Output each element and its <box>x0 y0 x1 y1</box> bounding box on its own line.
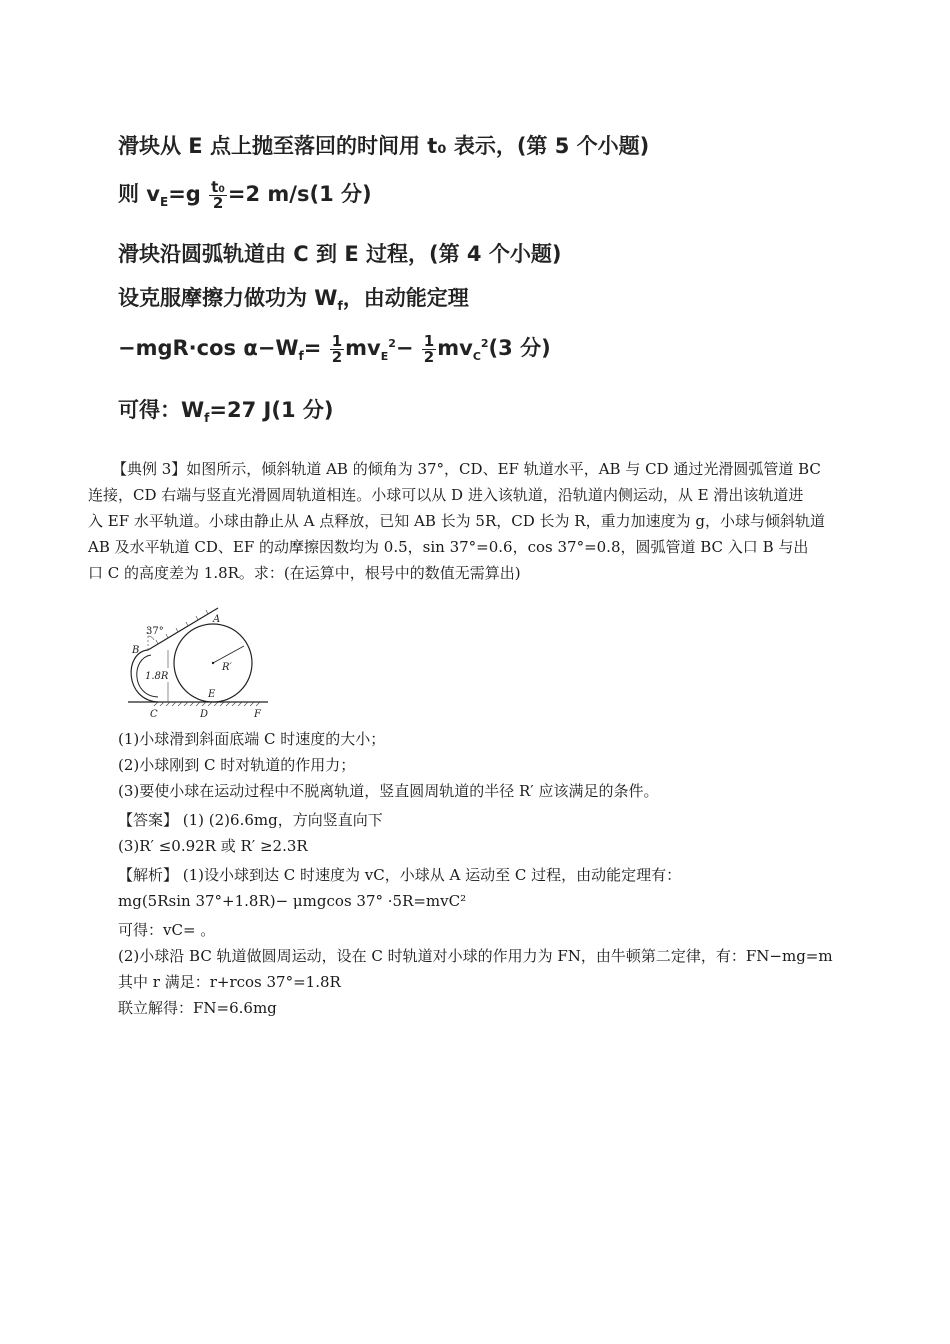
analysis-line-4: (2)小球沿 BC 轨道做圆周运动，设在 C 时轨道对小球的作用力为 FN，由牛顿第二定律，有：FN−mg=m <box>118 947 833 965</box>
label-e: E <box>208 689 216 700</box>
line2-prefix: 则 v <box>118 182 160 206</box>
problem-line-5: 口 C 的高度差为 1.8R。求：(在运算中，根号中的数值无需算出) <box>88 564 521 582</box>
line5-a: −mgR·cos α−W <box>118 336 299 360</box>
line5-frac1-num: 1 <box>331 331 343 350</box>
line2-frac-num: t₀ <box>211 177 225 196</box>
line5-fraction-2 <box>422 331 436 366</box>
solution-line-4 <box>118 282 469 313</box>
question-3: (3)要使小球在运动过程中不脱离轨道，竖直圆周轨道的半径 R′ 应该满足的条件。 <box>118 782 659 800</box>
line4-suffix: ，由动能定理 <box>342 286 469 310</box>
line5-frac2-den: 2 <box>423 347 435 366</box>
analysis-line-5: 其中 r 满足：r+rcos 37°=1.8R <box>118 973 341 991</box>
line5-c: mv <box>345 336 381 360</box>
problem-line-4: AB 及水平轨道 CD、EF 的动摩擦因数均为 0.5，sin 37°=0.6，cos 37°=0.8，圆弧管道 BC 入口 B 与出 <box>88 538 809 556</box>
problem-line-3: 入 EF 水平轨道。小球由静止从 A 点释放，已知 AB 长为 5R，CD 长为 R，重力加速度为 g，小球与倾斜轨道 <box>88 512 825 530</box>
analysis-line-1: 【解析】 (1)设小球到达 C 时速度为 vC，小球从 A 运动至 C 过程，由动能定理有： <box>118 866 682 884</box>
line6-suffix: =27 J(1 分) <box>209 398 334 422</box>
label-f: F <box>254 709 261 720</box>
angle-label: 37° <box>146 626 164 637</box>
height-label: 1.8R <box>145 671 169 682</box>
label-b: B <box>132 645 140 656</box>
questions-and-solution <box>88 726 878 1026</box>
label-a: A <box>213 614 221 625</box>
answer-line-2: (3)R′ ≤0.92R 或 R′ ≥2.3R <box>118 837 308 855</box>
solution-line-2 <box>118 178 372 211</box>
problem-line-1: 【典例 3】如图所示，倾斜轨道 AB 的倾角为 37°，CD、EF 轨道水平，AB 与 CD 通过光滑圆弧管道 BC <box>112 460 821 478</box>
answer-line-1: 【答案】 (1) (2)6.6mg，方向竖直向下 <box>118 811 383 829</box>
line5-frac2-num: 1 <box>423 331 435 350</box>
track-diagram <box>118 600 278 725</box>
line2-frac-den: 2 <box>212 193 224 212</box>
line5-sup3: 2 <box>480 337 489 350</box>
label-c: C <box>150 709 158 720</box>
line4-sub: f <box>337 299 343 314</box>
line5-b: = <box>303 336 322 360</box>
line4-text: 设克服摩擦力做功为 W <box>118 286 338 310</box>
analysis-line-6: 联立解得：FN=6.6mg <box>118 999 277 1017</box>
solution-line-6 <box>118 394 333 425</box>
line5-e: mv <box>437 336 473 360</box>
line5-fraction-1 <box>330 331 344 366</box>
analysis-line-2: mg(5Rsin 37°+1.8R)− μmgcos 37° ·5R=mvC² <box>118 892 467 910</box>
solution-line-3: 滑块沿圆弧轨道由 C 到 E 过程，(第 4 个小题) <box>118 242 562 266</box>
label-d: D <box>200 709 209 720</box>
line2-fraction <box>209 177 227 212</box>
line5-f: (3 分) <box>488 336 551 360</box>
line5-sub3: C <box>472 350 481 364</box>
line5-sup2: 2 <box>388 337 396 350</box>
line6-sub: f <box>204 411 210 426</box>
track-diagram-svg <box>118 600 278 725</box>
radius-label: R′ <box>222 662 232 673</box>
line5-sub: f <box>298 349 304 364</box>
line5-frac1-den: 2 <box>331 347 343 366</box>
solution-line-5 <box>118 332 551 365</box>
problem-statement <box>88 456 878 596</box>
analysis-line-3: 可得：vC= 。 <box>118 921 216 939</box>
line6-text: 可得：W <box>118 398 205 422</box>
line2-sub: E <box>160 195 169 210</box>
question-2: (2)小球刚到 C 时对轨道的作用力； <box>118 756 356 774</box>
question-1: (1)小球滑到斜面底端 C 时速度的大小； <box>118 730 386 748</box>
line2-eq: =g <box>168 182 201 206</box>
problem-line-2: 连接，CD 右端与竖直光滑圆周轨道相连。小球可以从 D 进入该轨道，沿轨道内侧运动，从 E 滑出该轨道进 <box>88 486 804 504</box>
solution-line-1: 滑块从 E 点上抛至落回的时间用 t₀ 表示，(第 5 个小题) <box>118 134 650 158</box>
line5-d: − <box>395 336 414 360</box>
line2-suffix: =2 m/s(1 分) <box>227 182 372 206</box>
line5-sub2: E <box>380 350 389 364</box>
